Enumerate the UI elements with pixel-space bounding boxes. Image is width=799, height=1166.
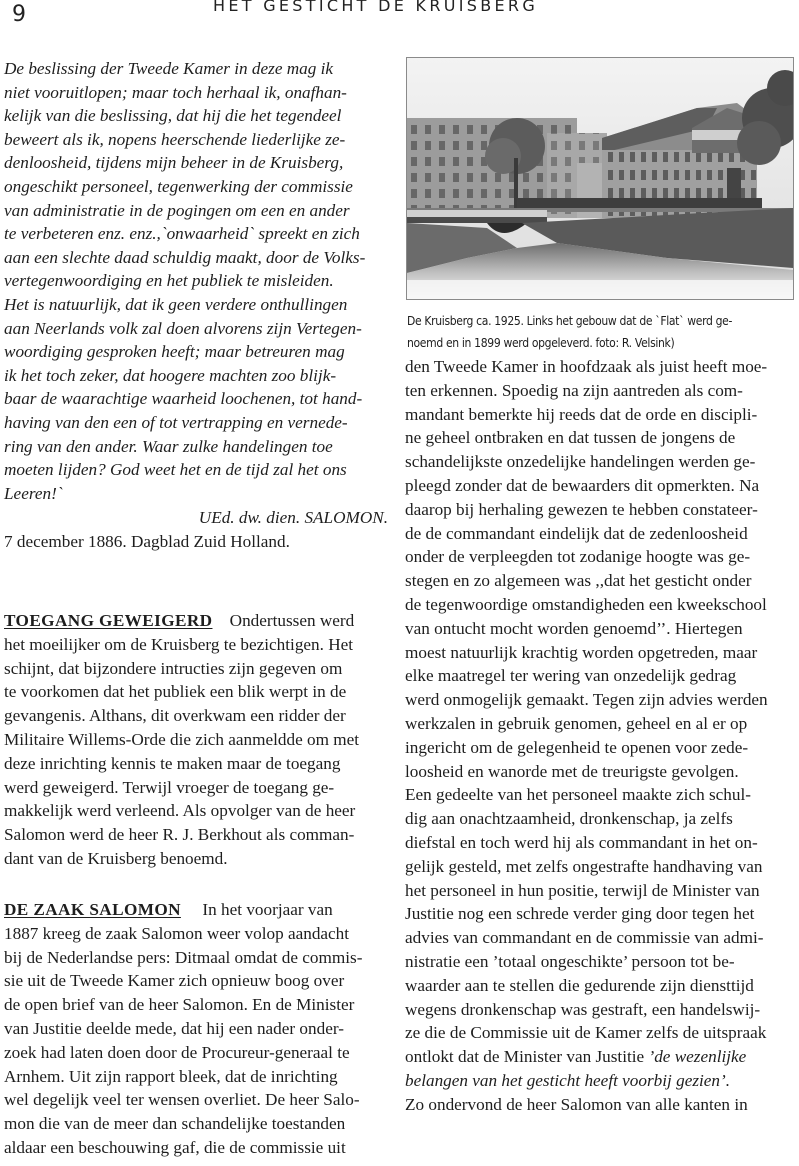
text-line: dig aan onachtzaamheid, dronkenschap, ja zelfs — [405, 809, 733, 829]
text-line: gelijk gesteld, met zelfs ongestrafte handhaving van — [405, 856, 763, 876]
text-line: het personeel in hun positie, terwijl de Minister van — [405, 880, 760, 900]
historic-photo — [406, 57, 794, 300]
quote-text — [4, 57, 400, 505]
text-line: ten erkennen. Spoedig na zijn aantreden als com- — [405, 380, 743, 400]
text-line: zoek had laten doen door de Procureur-generaal te — [4, 1042, 350, 1062]
text-line: ontlokt dat de Minister van Justitie — [405, 1047, 649, 1067]
text-line: noemd en in 1899 werd opgeleverd. foto: R. Velsink) — [407, 334, 675, 350]
right-column-body — [405, 355, 799, 1045]
text-line: stegen en zo algemeen was ,,dat het gesticht onder — [405, 571, 752, 591]
text-line: schijnt, dat bijzondere intructies zijn gegeven om — [4, 658, 343, 678]
text-line: advies van commandant en de commissie van admi- — [405, 928, 764, 948]
text-line: denloosheid, tijdens mijn beheer in de Kruisberg, — [4, 153, 344, 173]
text-line: wegens dronkenschap was gestraft, een handelswij- — [405, 999, 761, 1019]
text-line: nistratie een ’totaal ongeschikte’ persoon tot be- — [405, 951, 735, 971]
text-line: Een gedeelte van het personeel maakte zich schul- — [405, 785, 751, 805]
text-line: de de commandant eindelijk dat de zedenloosheid — [405, 523, 748, 543]
text-line: van administratie in de pogingen om een en ander — [4, 200, 350, 220]
text-line: moeten lijden? God weet het en de tijd zal het ons — [4, 460, 347, 480]
text-line: loosheid en wanorde met de treurigste gevolgen. — [405, 761, 739, 781]
text-line: Salomon werd de heer R. J. Berkhout als comman- — [4, 825, 355, 845]
text-line: mandant bemerkte hij reeds dat de orde en discipli- — [405, 404, 758, 424]
text-line: onder de verpleegden tot zodanige hoogte was ge- — [405, 547, 751, 567]
text-line: ingericht om de gelegenheid te openen voor zede- — [405, 737, 749, 757]
text-line: baar de waarachtige waarheid loochenen, tot hand- — [4, 389, 363, 409]
text-line: bij de Nederlandse pers: Ditmaal omdat de commis- — [4, 947, 363, 967]
text-line: Het is natuurlijk, dat ik geen verdere onthullingen — [4, 294, 348, 314]
quoted-phrase-continued: belangen van het gesticht heeft voorbij gezien’. — [405, 1070, 731, 1090]
text-line: van Justitie deelde mede, dat hij een nader onder- — [4, 1018, 344, 1038]
text-line: aan Neerlands volk zal doen alvorens zijn Vertegen- — [4, 318, 362, 338]
text-line: aan een slechte daad schuldig maakt, door de Volks- — [4, 247, 366, 267]
text-line: deze inrichting kennis te maken maar de toegang — [4, 753, 341, 773]
quote-block — [4, 57, 400, 554]
text-line: het moeilijker om de Kruisberg te bezichtigen. Het — [4, 634, 354, 654]
text-line: daarop bij herhaling gewezen te hebben constateer- — [405, 499, 758, 519]
text-line: werd onmogelijk gemaakt. Tegen zijn advies werden — [405, 690, 768, 710]
text-line: wel degelijk veel ter wensen overliet. De heer Salo- — [4, 1090, 360, 1110]
section-heading: TOEGANG GEWEIGERD — [4, 611, 213, 630]
text-line: having van den een of tot vertrapping en vernede- — [4, 412, 348, 432]
text-line: woordiging gesproken heeft; maar betreuren mag — [4, 342, 345, 362]
text-line: mon die van de meer dan schandelijke toestanden — [4, 1114, 346, 1134]
text-line: beweert als ik, nopens heerschende liederlijke ze- — [4, 129, 346, 149]
section-first-line: In het voorjaar van — [202, 900, 333, 919]
text-line: makkelijk werd verleend. Als opvolger van de heer — [4, 801, 356, 821]
section-de-zaak-salomon — [4, 898, 400, 1160]
quote-signature: UEd. dw. dien. SALOMON. — [198, 508, 388, 528]
quoted-phrase: ’de wezenlijke — [648, 1047, 747, 1067]
photo-caption — [407, 310, 799, 353]
text-line: Justitie nog een schrede verder ging door tegen het — [405, 904, 755, 924]
text-line: ze die de Commissie uit de Kamer zelfs de uitspraak — [405, 1023, 767, 1043]
page-number: 9 — [12, 2, 26, 27]
text-line: Leeren!` — [4, 483, 63, 503]
text-line: waarder aan te stellen die gedurende zijn diensttijd — [405, 975, 754, 995]
text-line: den Tweede Kamer in hoofdzaak als juist heeft moe- — [405, 357, 768, 376]
text-line: De beslissing der Tweede Kamer in deze mag ik — [4, 59, 334, 78]
text-line: ne geheel ontbraken en dat tussen de jongens de — [405, 428, 736, 448]
text-line: ik het toch zeker, dat hoogere machten zoo blijk- — [4, 365, 337, 385]
text-line: aldaar een beschouwing gaf, die de commissie uit — [4, 1137, 346, 1157]
right-column-text — [405, 355, 799, 1117]
text-line: De Kruisberg ca. 1925. Links het gebouw dat de `Flat` werd ge- — [407, 313, 733, 328]
text-line: 1887 kreeg de zaak Salomon weer volop aandacht — [4, 923, 350, 943]
section-toegang-geweigerd — [4, 609, 400, 871]
text-line: te voorkomen dat het publiek een blik werpt in de — [4, 682, 347, 702]
running-title: HET GESTICHT DE KRUISBERG — [213, 0, 539, 15]
text-line: werd geweigerd. Terwijl vroeger de toegang ge- — [4, 777, 335, 797]
text-line: niet vooruitlopen; maar toch herhaal ik, onafhan- — [4, 82, 347, 102]
text-line: werkzalen in gebruik genomen, geheel en al er op — [405, 713, 748, 733]
text-line: sie uit de Tweede Kamer zich opnieuw boog over — [4, 971, 345, 991]
text-line: te verbeteren enz. enz.,`onwaarheid` spreekt en zich — [4, 224, 360, 244]
text-line: ring van den ander. Waar zulke handelingen toe — [4, 436, 333, 456]
text-line: gevangenis. Althans, dit overkwam een ridder der — [4, 706, 346, 726]
text-line: diefstal en toch werd hij als commandant in het on- — [405, 832, 758, 852]
text-line: schandelijkste onzedelijke handelingen werden ge- — [405, 452, 756, 472]
text-line: Zo ondervond de heer Salomon van alle kanten in — [405, 1094, 748, 1114]
text-line: moest natuurlijk krachtig worden opgetreden, maar — [405, 642, 758, 662]
text-line: vertegenwoordiging en het publiek te misleiden. — [4, 271, 334, 291]
section-heading: DE ZAAK SALOMON — [4, 900, 181, 919]
text-line: kelijk van die beslissing, dat hij die het tegendeel — [4, 106, 342, 126]
text-line: pleegd zonder dat de bewaarders dit opmerkten. Na — [405, 475, 760, 495]
section-body — [4, 922, 400, 1160]
text-line: de open brief van de heer Salomon. En de Minister — [4, 995, 355, 1015]
quote-source: 7 december 1886. Dagblad Zuid Holland. — [4, 532, 290, 552]
text-line: de tegenwoordige omstandigheden een kweekschool — [405, 594, 767, 614]
section-body — [4, 633, 400, 871]
section-first-line: Ondertussen werd — [229, 611, 355, 630]
text-line: dant van de Kruisberg benoemd. — [4, 848, 228, 868]
text-line: Arnhem. Uit zijn rapport bleek, dat de inrichting — [4, 1066, 338, 1086]
text-line: van ontucht mocht worden genoemd’’. Hiertegen — [405, 618, 743, 638]
text-line: Militaire Willems-Orde die zich aanmeldde om met — [4, 729, 360, 749]
text-line: ongeschikt personeel, tegenwerking der commissie — [4, 176, 353, 196]
text-line: elke maatregel ter wering van onzedelijk gedrag — [405, 666, 737, 686]
photo-illustration — [407, 58, 793, 299]
